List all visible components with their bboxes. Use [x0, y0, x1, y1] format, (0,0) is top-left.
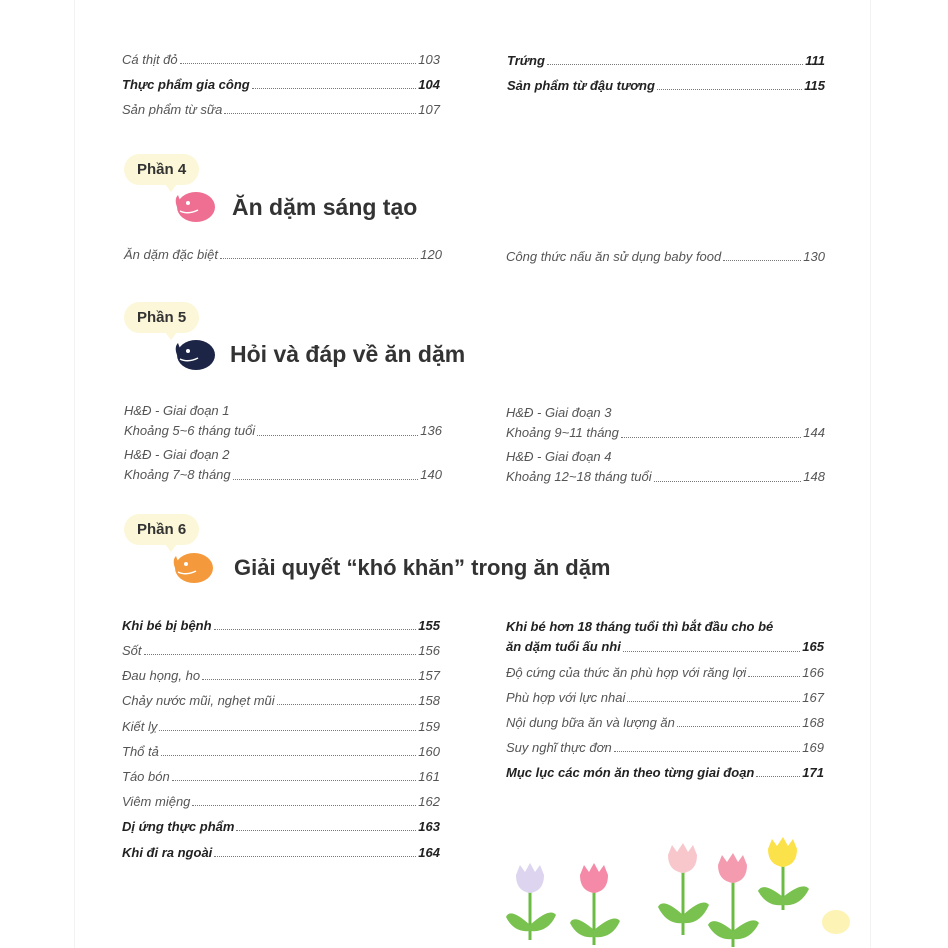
toc-entry: Độ cứng của thức ăn phù hợp với răng lợi 166: [506, 665, 824, 680]
toc-entry: Đau họng, ho 157: [122, 668, 440, 683]
toc-entry: Khi đi ra ngoài 164: [122, 845, 440, 860]
toc-entry: Sốt 156: [122, 643, 440, 658]
toc-entry: Thổ tả 160: [122, 744, 440, 759]
toc-entry: Sản phẩm từ sữa 107: [122, 102, 440, 117]
toc-entry: Cá thịt đỏ 103: [122, 52, 440, 67]
toc-entry: Khi bé hơn 18 tháng tuổi thì bắt đầu cho bé ăn dặm tuổi ấu nhi 165: [506, 619, 824, 654]
section-title: Hỏi và đáp về ăn dặm: [230, 341, 466, 367]
toc-entry: H&Đ - Giai đoạn 4 Khoảng 12~18 tháng tuổi 148: [506, 449, 825, 484]
section-title: Giải quyết “khó khăn” trong ăn dặm: [234, 555, 611, 580]
whale-icon: [174, 189, 218, 223]
part-badge: Phần 4: [124, 154, 199, 185]
toc-entry: Nội dung bữa ăn và lượng ăn 168: [506, 715, 824, 730]
toc-entry: Mục lục các món ăn theo từng giai đoạn 171: [506, 765, 824, 780]
tulip-icon: [506, 863, 556, 940]
toc-entry: Ăn dặm đặc biệt 120: [124, 247, 442, 262]
tulip-illustration: [500, 835, 830, 948]
toc-entry: Thực phẩm gia công 104: [122, 77, 440, 92]
toc-entry: Chảy nước mũi, nghẹt mũi 158: [122, 693, 440, 708]
page-corner-decoration: [822, 910, 850, 934]
whale-icon: [174, 337, 218, 371]
toc-entry: H&Đ - Giai đoạn 1 Khoảng 5~6 tháng tuổi 136: [124, 403, 442, 438]
toc-entry: Khi bé bị bệnh 155: [122, 618, 440, 633]
toc-entry: Sản phẩm từ đậu tương 115: [507, 78, 825, 93]
toc-entry: Công thức nấu ăn sử dụng baby food 130: [506, 249, 825, 264]
toc-entry: Táo bón 161: [122, 769, 440, 784]
toc-entry: Trứng 111: [507, 53, 825, 68]
toc-entry: H&Đ - Giai đoạn 3 Khoảng 9~11 tháng 144: [506, 405, 825, 440]
tulip-icon: [570, 863, 620, 945]
tulip-icon: [658, 843, 709, 935]
tulip-icon: [758, 837, 809, 910]
toc-entry: Kiết lỵ 159: [122, 719, 440, 734]
part-badge: Phần 5: [124, 302, 199, 333]
part-badge: Phần 6: [124, 514, 199, 545]
toc-entry: Suy nghĩ thực đơn 169: [506, 740, 824, 755]
tulip-icon: [708, 853, 759, 947]
toc-entry: Dị ứng thực phẩm 163: [122, 819, 440, 834]
whale-icon: [172, 550, 216, 584]
section-title: Ăn dặm sáng tạo: [232, 194, 418, 220]
toc-entry: Phù hợp với lực nhai 167: [506, 690, 824, 705]
toc-entry: H&Đ - Giai đoạn 2 Khoảng 7~8 tháng 140: [124, 447, 442, 482]
toc-entry: Viêm miệng 162: [122, 794, 440, 809]
